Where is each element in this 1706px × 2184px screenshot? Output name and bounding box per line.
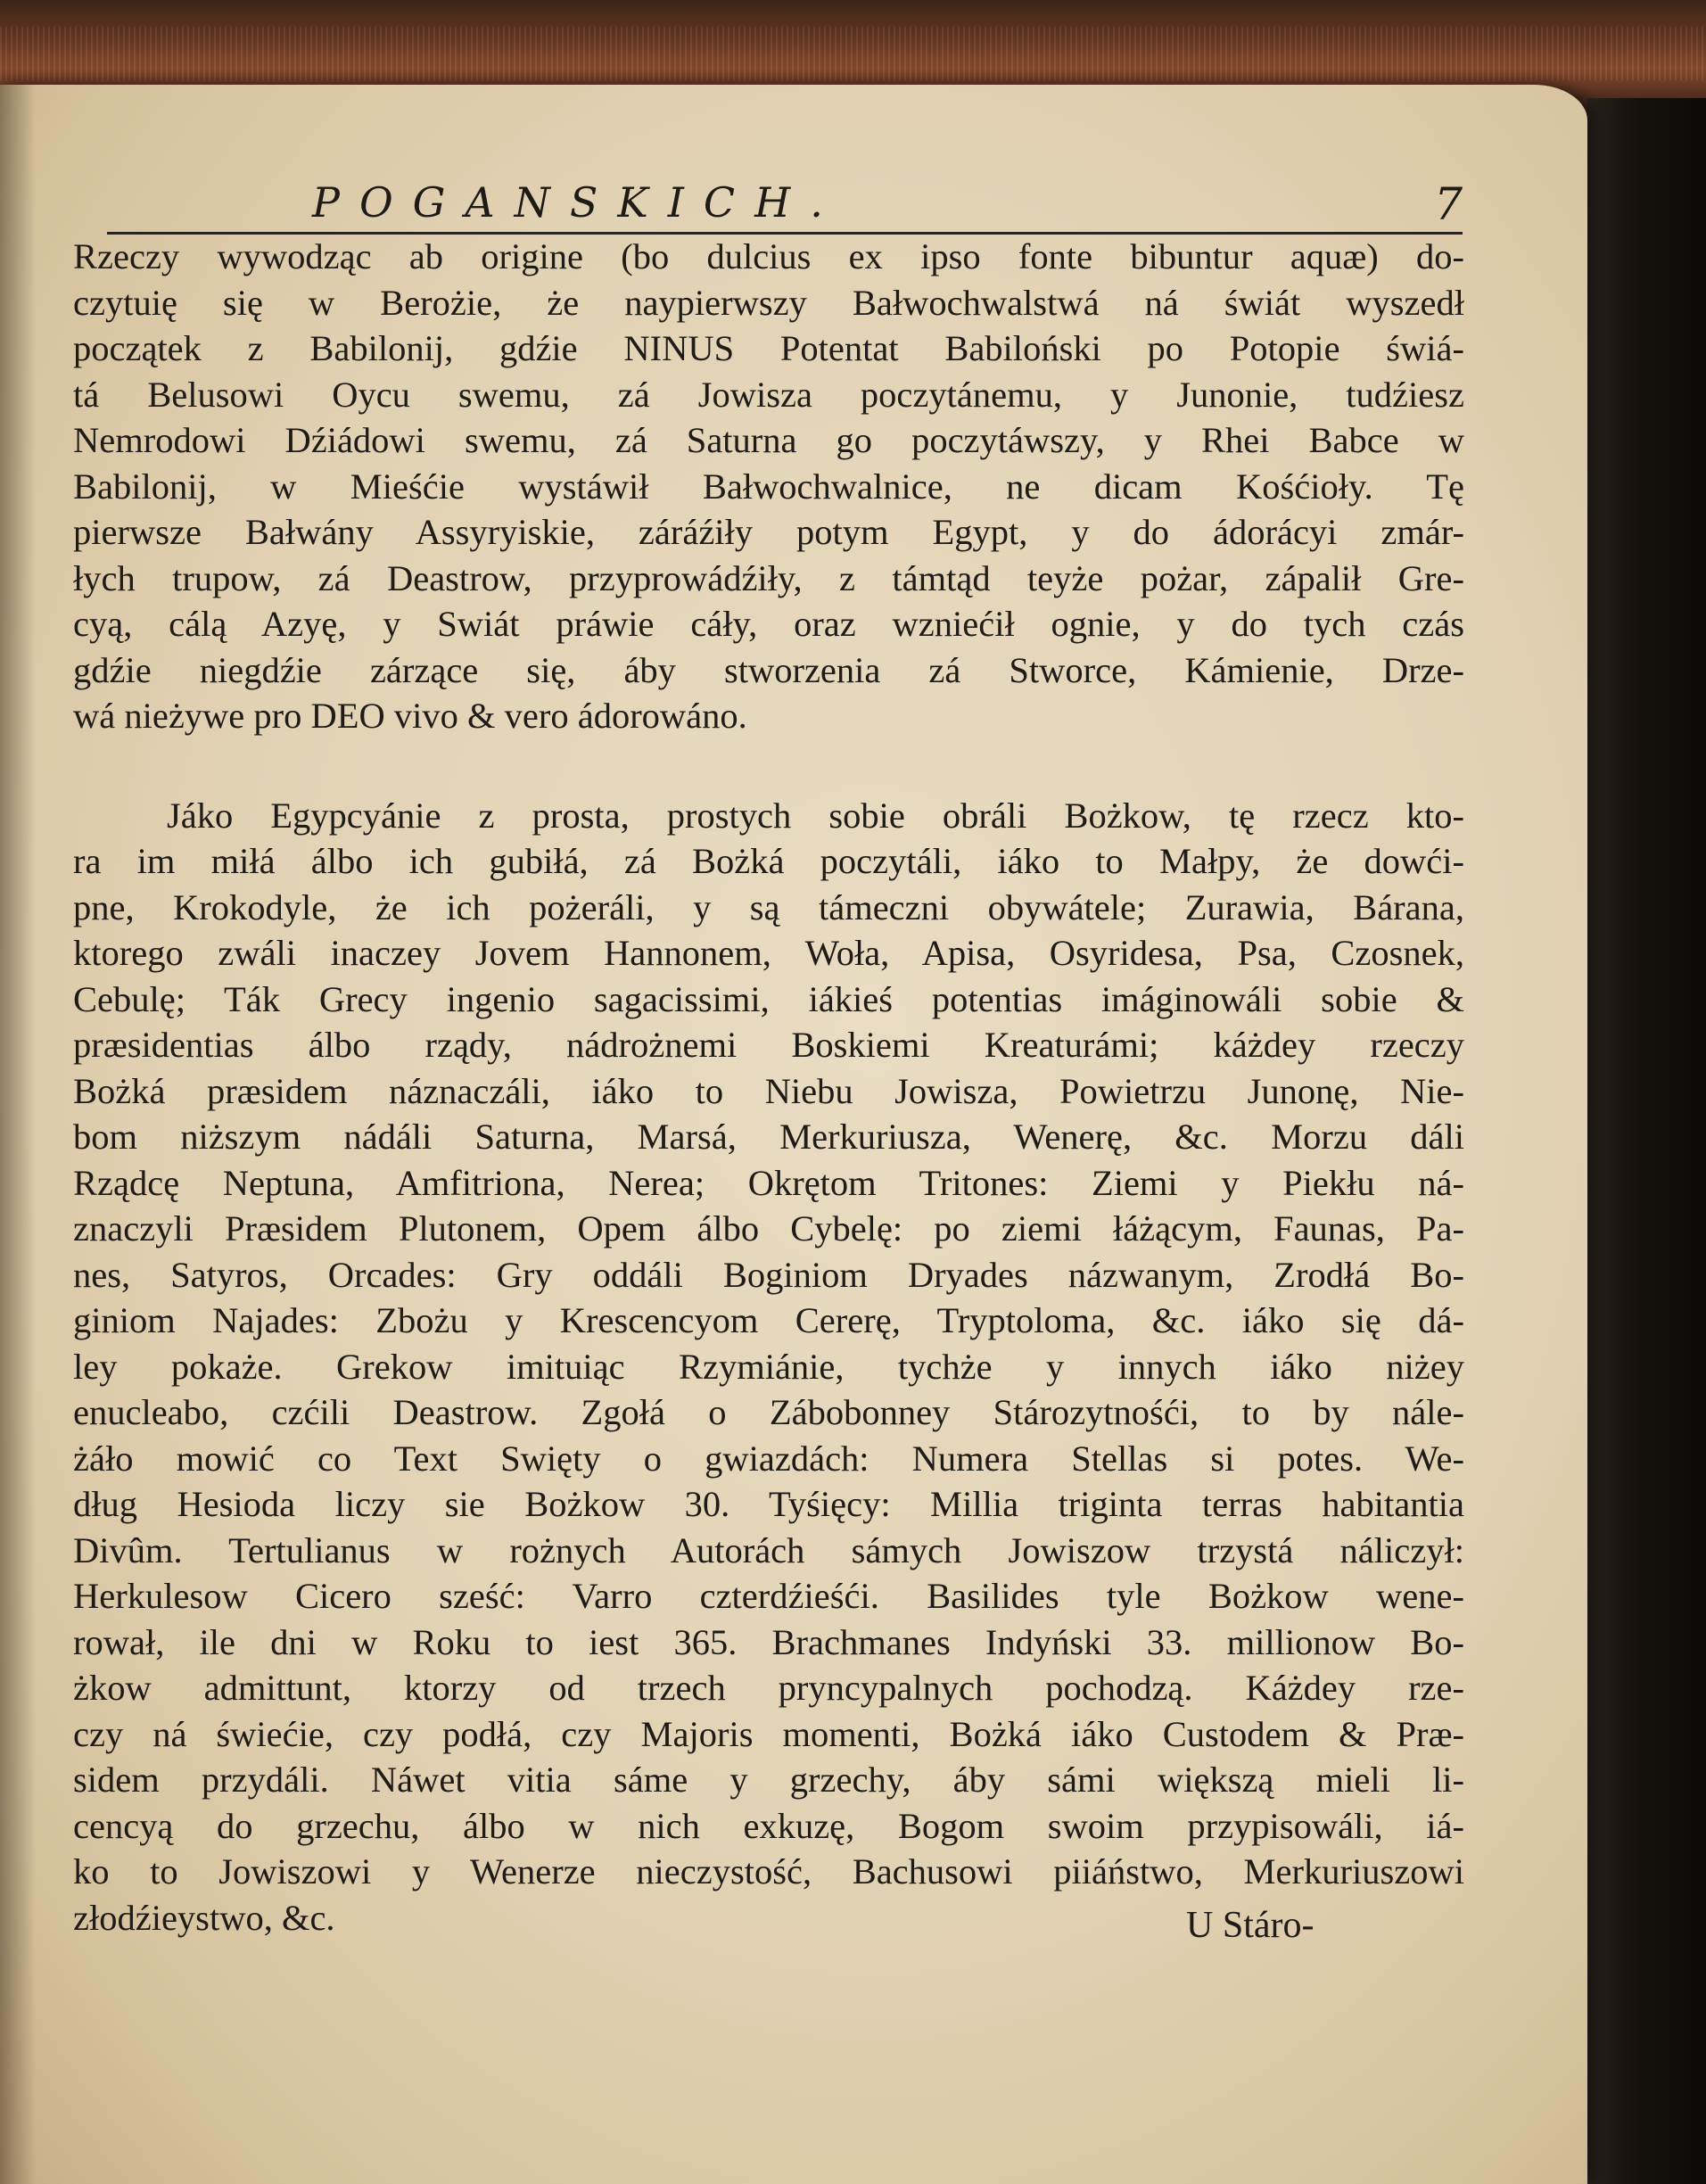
text-line: Jáko Egypcyánie z prosta, prostych sobie obráli Bożkow, tę rzecz kto- (167, 795, 1464, 836)
text-line: Herkulesow Cicero sześć: Varro czterdźieśći. Basilides tyle Bożkow wene- (73, 1576, 1464, 1616)
text-line: pne, Krokodyle, że ich pożeráli, y są támeczni obywátele; Zurawia, Bárana, (73, 886, 1464, 927)
text-line: cencyą do grzechu, álbo w nich exkuzę, Bogom swoim przypisowáli, iá- (73, 1805, 1464, 1846)
text-line: Rzeczy wywodząc ab origine (bo dulcius ex ipso fonte bibuntur aquæ) do- (73, 236, 1464, 276)
text-line: czy ná świećie, czy podłá, czy Majoris momenti, Bożká iáko Custodem & Præ- (73, 1713, 1464, 1754)
text-line: żkow admittunt, ktorzy od trzech pryncypalnych pochodzą. Káżdey rze- (73, 1668, 1464, 1708)
page-stack-edge (1587, 98, 1706, 2184)
page-header (107, 178, 1463, 235)
text-line: ley pokaże. Grekow imituiąc Rzymiánie, tychże y innych iáko niżey (73, 1346, 1464, 1387)
page-gutter (0, 85, 36, 2184)
text-line: Bożká præsidem náznaczáli, iáko to Niebu Jowisza, Powietrzu Junonę, Nie- (73, 1070, 1464, 1111)
page-number: 7 (1434, 178, 1463, 230)
text-line: początek z Babilonij, gdźie NINUS Potentat Babiloński po Potopie świá- (73, 328, 1464, 368)
text-line: łych trupow, zá Deastrow, przyprowádźiły, z támtąd teyże pożar, zápalił Gre- (73, 557, 1464, 598)
text-line: præsidentias álbo rządy, nádrożnemi Boskiemi Kreaturámi; káżdey rzeczy (73, 1025, 1464, 1065)
text-line: Cebulę; Ták Grecy ingenio sagacissimi, iákieś potentias imáginowáli sobie & (73, 978, 1464, 1019)
text-line: rował, ile dni w Roku to iest 365. Brachmanes Indyński 33. millionow Bo- (73, 1621, 1464, 1662)
text-line: sidem przydáli. Náwet vitia sáme y grzechy, áby sámi większą mieli li- (73, 1760, 1464, 1800)
text-line: czytuię się w Berożie, że naypierwszy Bałwochwalstwá ná świát wyszedł (73, 282, 1464, 323)
text-line: giniom Najades: Zbożu y Krescencyom Cererę, Tryptoloma, &c. iáko się dá- (73, 1300, 1464, 1340)
text-line: ko to Jowiszowi y Wenerze nieczystość, Bachusowi piiáństwo, Merkuriuszowi (73, 1851, 1464, 1891)
running-title: POGANSKICH. (312, 178, 843, 227)
body-text (73, 234, 1464, 1941)
text-line: pierwsze Bałwány Assyryiskie, záráźiły potym Egypt, y do ádorácyi zmár- (73, 512, 1464, 552)
text-line: ktorego zwáli inaczey Jovem Hannonem, Woła, Apisa, Osyridesa, Psa, Czosnek, (73, 933, 1464, 973)
paragraph-1 (73, 234, 1464, 739)
text-line: dług Hesioda liczy sie Bożkow 30. Tyśięcy: Millia triginta terras habitantia (73, 1484, 1464, 1524)
text-line: ra im miłá álbo ich gubiłá, zá Bożká poczytáli, iáko to Małpy, że dowći- (73, 841, 1464, 881)
text-line: złodźieystwo, &c. (73, 1897, 335, 1938)
text-line: Divûm. Tertulianus w rożnych Autorách sámych Jowiszow trzystá náliczył: (73, 1529, 1464, 1570)
catchword: U Stáro- (1186, 1905, 1315, 1946)
text-line: cyą, cálą Azyę, y Swiát práwie cáły, oraz wzniećił ognie, y do tych czás (73, 604, 1464, 644)
text-line: Rządcę Neptuna, Amfitriona, Nerea; Okrętom Tritones: Ziemi y Piekłu ná- (73, 1162, 1464, 1203)
paragraph-2 (73, 793, 1464, 1941)
text-line: tá Belusowi Oycu swemu, zá Jowisza poczytánemu, y Junonie, tudźiesz (73, 374, 1464, 415)
text-line: Nemrodowi Dźiádowi swemu, zá Saturna go poczytáwszy, y Rhei Babce w (73, 420, 1464, 460)
text-line: wá nieżywe pro DEO vivo & vero ádorowáno. (73, 696, 747, 736)
paragraph-gap (73, 739, 1464, 793)
text-line: żáło mowić co Text Swięty o gwiazdách: Numera Stellas si potes. We- (73, 1438, 1464, 1479)
text-line: znaczyli Præsidem Plutonem, Opem álbo Cybelę: po ziemi łáżącym, Faunas, Pa- (73, 1208, 1464, 1249)
text-line: Babilonij, w Mieśćie wystáwił Bałwochwalnice, ne dicam Kośćioły. Tę (73, 466, 1464, 507)
text-line: enucleabo, czćili Deastrow. Zgołá o Zábobonney Stározytnośći, to by nále- (73, 1392, 1464, 1432)
text-line: gdźie niegdźie zárzące się, áby stworzenia zá Stworce, Kámienie, Drze- (73, 649, 1464, 690)
text-line: bom niższym nádáli Saturna, Marsá, Merkuriusza, Wenerę, &c. Morzu dáli (73, 1117, 1464, 1157)
text-line: nes, Satyros, Orcades: Gry oddáli Boginiom Dryades názwanym, Zrodłá Bo- (73, 1254, 1464, 1295)
